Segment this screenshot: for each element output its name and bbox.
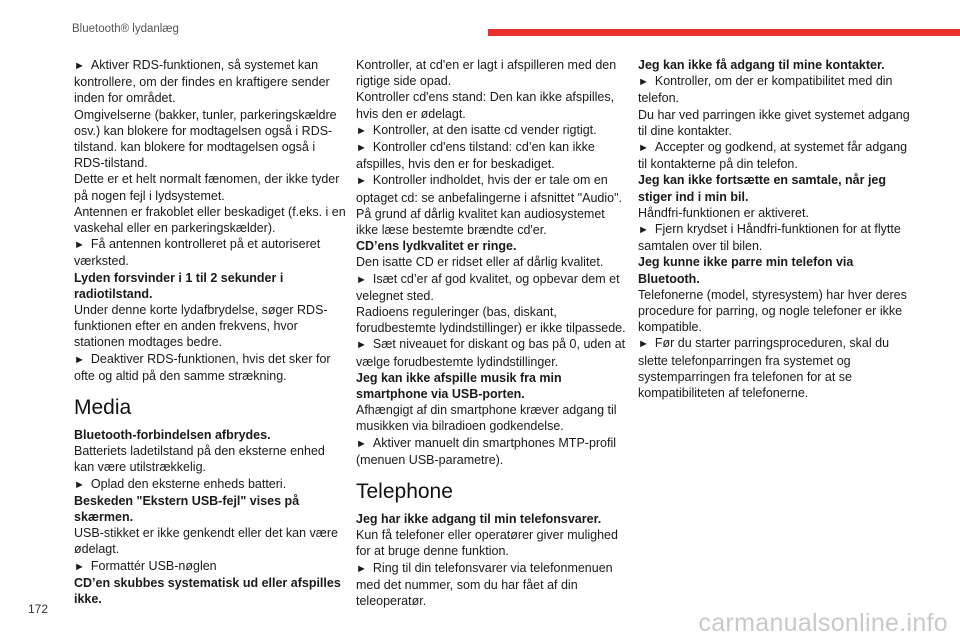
action-text: Før du starter parringsproceduren, skal du slette telefonparringen fra systemet og systemparringen fra telefonen for at se kompatibiliteten af telefonerne. [638,336,890,401]
problem-heading: Bluetooth-forbindelsen afbrydes. [74,428,271,443]
problem-heading: CD’en skubbes systematisk ud eller afspilles ikke. [74,575,341,607]
action-item [74,236,346,269]
body-text: Radioens reguleringer (bas, diskant, forudbestemte lydindstillinger) er ikke tilpassede. [356,305,626,336]
arrow-bullet-icon: ► [638,142,649,155]
action-item [356,139,626,172]
action-text: Aktiver RDS-funktionen, så systemet kan kontrollere, om der findes en kraftigere sender inden for området. [74,58,330,106]
problem-heading: Jeg kunne ikke parre min telefon via Bluetooth. [638,255,854,286]
action-item [356,271,626,304]
body-text: På grund af dårlig kvalitet kan audiosystemet ikke læse bestemte brændte cd'er. [356,206,605,238]
problem-heading: Jeg kan ikke få adgang til mine kontakter. [638,58,885,72]
action-item [356,560,626,610]
body-text: USB-stikket er ikke genkendt eller det kan være ødelagt. [74,526,339,557]
text-column-3 [638,57,914,401]
problem-heading: Lyden forsvinder i 1 til 2 sekunder i radiotilstand. [74,270,284,301]
arrow-bullet-icon: ► [74,60,85,72]
arrow-bullet-icon: ► [356,142,367,155]
arrow-bullet-icon: ► [356,437,367,450]
action-text: Sæt niveauet for diskant og bas på 0, uden at vælge forudbestemte lydindstillinger. [356,337,626,369]
problem-heading: Jeg kan ikke afspille musik fra min smartphone via USB-porten. [356,370,562,402]
action-item [356,172,626,205]
arrow-bullet-icon: ► [74,239,85,252]
action-item [638,139,914,172]
action-text: Kontroller, om der er kompatibilitet med din telefon. [638,74,893,106]
body-text: Under denne korte lydafbrydelse, søger RDS-funktionen efter en anden frekvens, hvor stationen modtages bedre. [74,303,328,350]
action-item [638,73,914,106]
action-text: Isæt cd’er af god kvalitet, og opbevar dem et velegnet sted. [356,271,620,303]
action-item [638,335,914,401]
body-text: Kontroller cd'ens stand: Den kan ikke afspilles, hvis den er ødelagt. [356,90,615,121]
action-text: Deaktiver RDS-funktionen, hvis det sker for ofte og altid på den samme strækning. [74,351,331,383]
arrow-bullet-icon: ► [356,339,367,352]
problem-heading: Jeg har ikke adgang til min telefonsvarer. [356,512,602,527]
arrow-bullet-icon: ► [356,562,367,575]
action-item [356,336,626,369]
text-column-2 [356,57,626,609]
arrow-bullet-icon: ► [356,273,367,286]
body-text: Kontroller, at cd'en er lagt i afspilleren med den rigtige side opad. [356,58,617,89]
page-number: 172 [28,602,49,616]
section-heading: Media [74,396,132,420]
action-text: Kontroller cd'ens tilstand: cd’en kan ikke afspilles, hvis den er for beskadiget. [356,140,595,172]
action-text: Kontroller, at den isatte cd vender rigtigt. [372,122,597,137]
text-column-1 [74,57,346,607]
action-text: Fjern krydset i Håndfri-funktionen for at flytte samtalen over til bilen. [638,222,901,254]
header-accent-bar [488,29,960,36]
body-text: Dette er et helt normalt fænomen, der ikke tyder på nogen fejl i lydsystemet. [74,172,340,203]
body-text: Batteriets ladetilstand på den eksterne enhed kan være utilstrækkelig. [74,444,325,475]
action-item [74,476,346,493]
problem-heading: Jeg kan ikke fortsætte en samtale, når jeg stiger ind i min bil. [638,173,887,204]
arrow-bullet-icon: ► [638,76,649,89]
body-text: Håndfri-funktionen er aktiveret. [638,205,809,220]
action-text: Aktiver manuelt din smartphones MTP-profil (menuen USB-parametre). [356,435,617,467]
action-item [356,435,626,468]
action-text: Kontroller indholdet, hvis der er tale om en optaget cd: se anbefalingerne i afsnittet "Audio". [356,173,622,205]
action-text: Få antennen kontrolleret på et autoriseret værksted. [74,237,321,269]
body-text: Antennen er frakoblet eller beskadiget (f.eks. i en vaskehal eller en parkeringskælder). [74,204,346,236]
action-item [74,57,346,107]
arrow-bullet-icon: ► [638,224,649,237]
arrow-bullet-icon: ► [356,124,367,137]
section-heading: Telephone [356,480,453,504]
action-item [356,122,626,139]
body-text: Omgivelserne (bakker, tunler, parkeringskældre osv.) kan blokere for modtagelsen også i RDS-tilstand. kan blokere for modtagelsen også i RDS-tilstand. [74,107,337,171]
arrow-bullet-icon: ► [74,560,85,573]
body-text: Afhængigt af din smartphone kræver adgang til musikken via bilradioen godkendelse. [356,403,617,434]
running-header-title: Bluetooth® lydanlæg [72,23,179,35]
arrow-bullet-icon: ► [74,478,85,491]
body-text: Kun få telefoner eller operatører giver mulighed for at bruge denne funktion. [356,528,618,559]
action-text: Ring til din telefonsvarer via telefonmenuen med det nummer, som du har fået af din teleoperatør. [356,560,613,609]
problem-heading: CD’ens lydkvalitet er ringe. [356,239,517,254]
arrow-bullet-icon: ► [638,338,649,351]
action-item [74,351,346,384]
action-text: Accepter og godkend, at systemet får adgang til kontakterne på din telefon. [638,140,908,172]
arrow-bullet-icon: ► [74,353,85,366]
action-item [74,558,346,575]
arrow-bullet-icon: ► [356,175,367,188]
problem-heading: Beskeden "Ekstern USB-fejl" vises på skærmen. [74,493,300,525]
action-text: Formattér USB-nøglen [90,558,217,573]
watermark: carmanualsonline.info [698,609,948,637]
body-text: Du har ved parringen ikke givet systemet adgang til dine kontakter. [638,107,910,138]
action-item [638,221,914,254]
body-text: Den isatte CD er ridset eller af dårlig kvalitet. [356,255,604,270]
body-text: Telefonerne (model, styresystem) har hver deres procedure for parring, og nogle telefoner er ikke kompatible. [638,287,907,335]
action-text: Oplad den eksterne enheds batteri. [90,476,287,491]
